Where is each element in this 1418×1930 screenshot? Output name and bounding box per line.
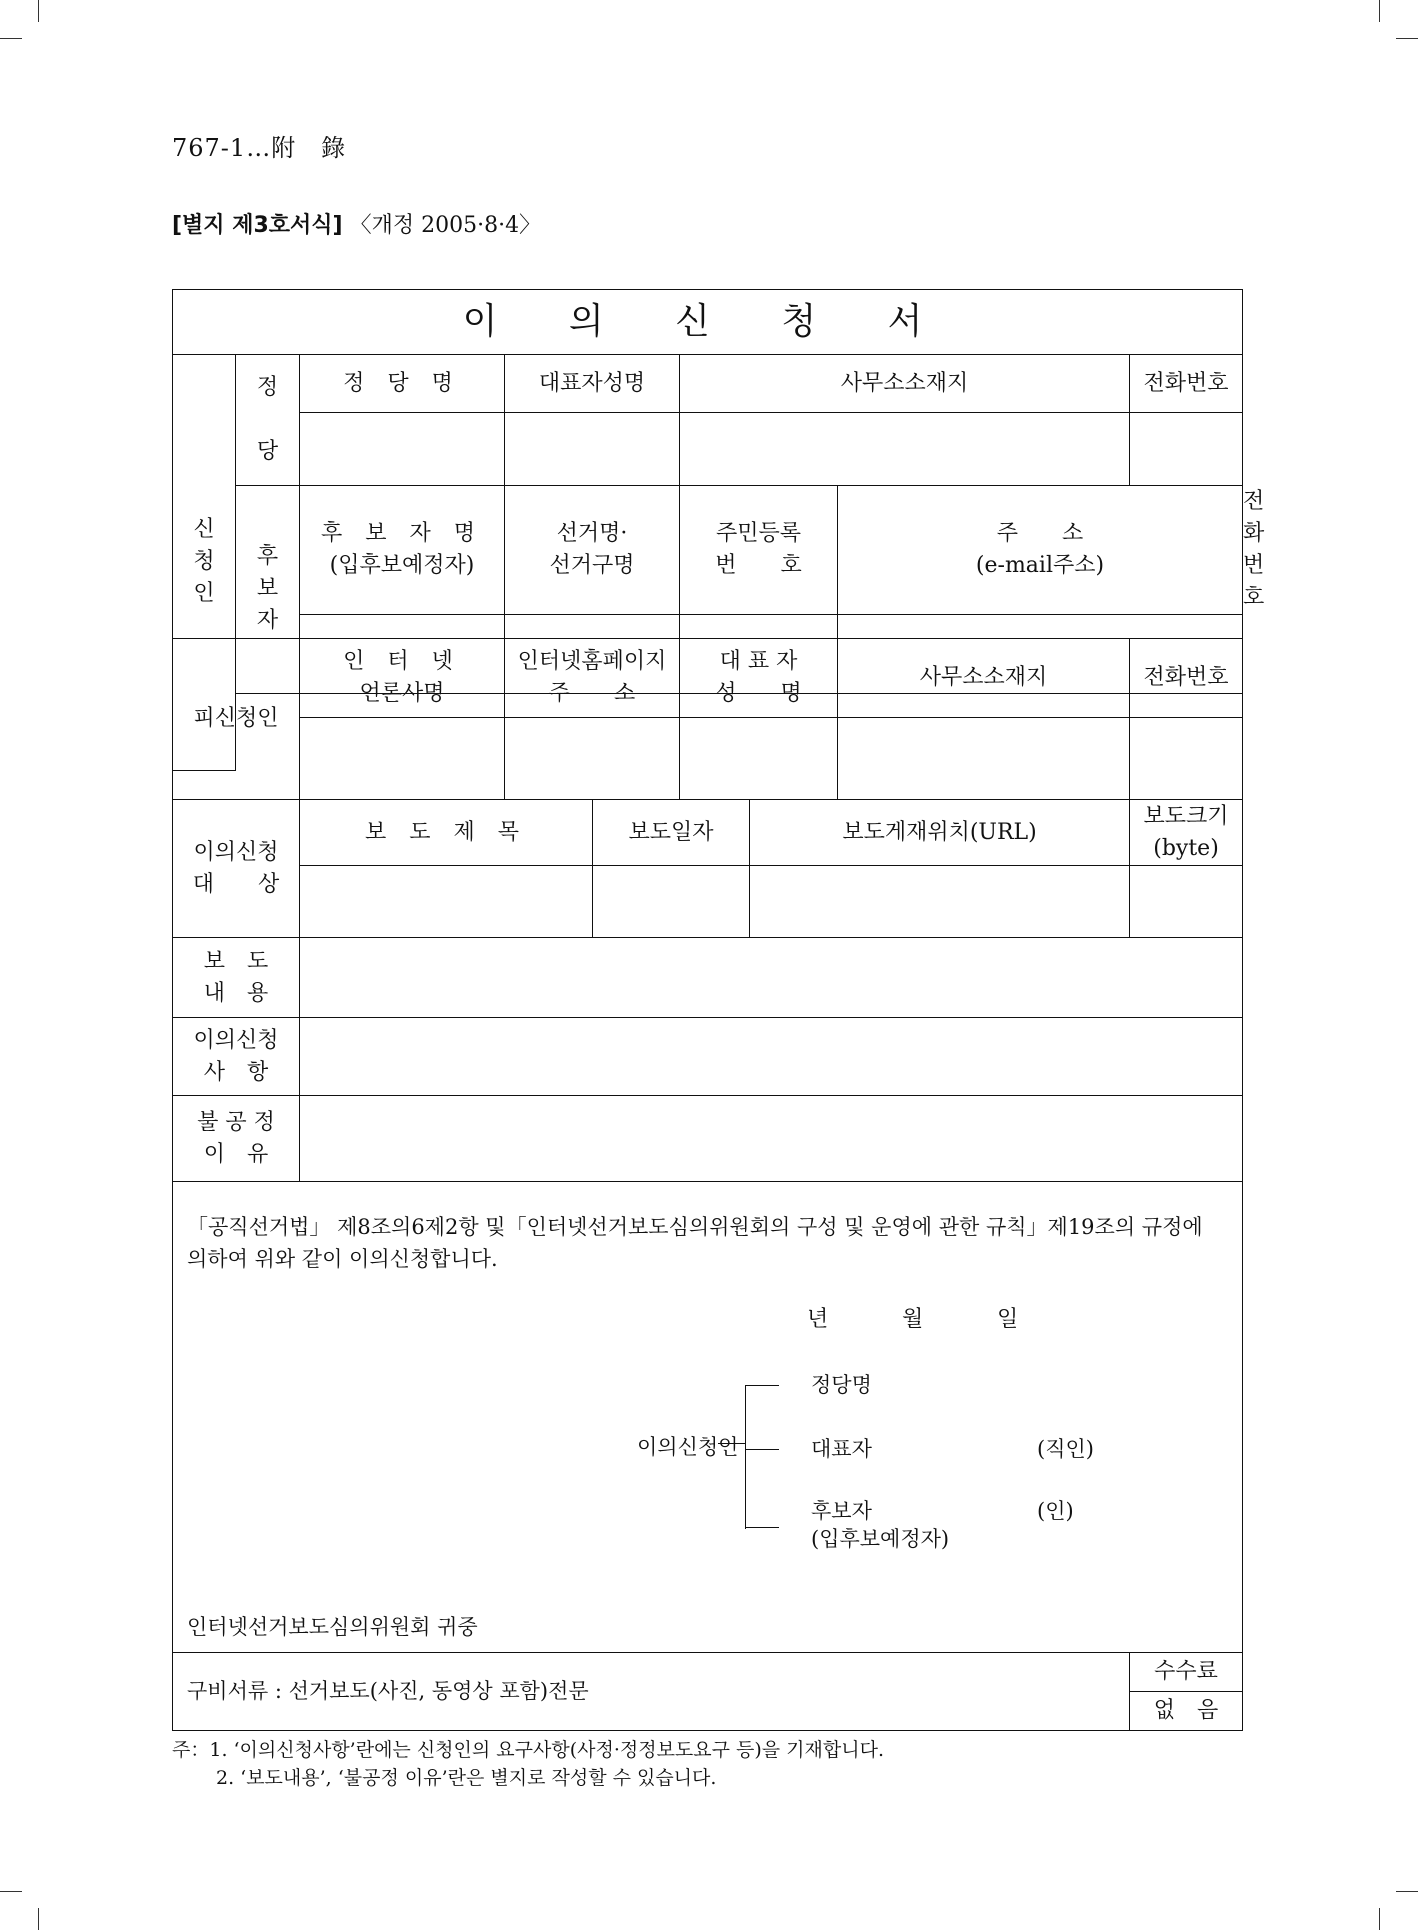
respondent-rep-header: 대 표 자 성 명 [680,639,838,718]
sign-rep: 대표자 [811,1437,872,1461]
crop-mark [1396,38,1418,39]
crop-mark [38,0,39,22]
statement-block [173,1182,1243,1653]
report-size-header: 보도크기 (byte) [1130,800,1243,866]
homepage-header: 인터넷홈페이지 주 소 [505,639,680,718]
respondent-office-field[interactable] [838,718,1130,800]
report-title-header: 보 도 제 목 [300,800,593,866]
notes [172,1737,884,1792]
date-year: 년 [807,1307,829,1332]
respondent-phone-header: 전화번호 [1130,639,1243,718]
matter-field[interactable] [300,1018,1243,1096]
sign-party-name: 정당명 [811,1373,872,1397]
party-office-header: 사무소소재지 [680,355,1130,413]
reason-field[interactable] [300,1096,1243,1182]
report-size-field[interactable] [1130,866,1243,938]
crop-mark [1379,0,1380,22]
matter-label: 이의신청 사 항 [173,1018,300,1096]
required-documents: 구비서류 : 선거보도(사진, 동영상 포함)전문 [173,1653,1130,1731]
crop-mark [0,1891,22,1892]
party-phone-field[interactable] [1130,413,1243,486]
report-date-header: 보도일자 [593,800,750,866]
note-item: 2. ‘보도내용’, ‘불공정 이유’란은 별지로 작성할 수 있습니다. [216,1766,717,1789]
page-header: 767-1…附 錄 [172,134,347,162]
report-url-header: 보도게재위치(URL) [750,800,1130,866]
candidate-name-header: 후 보 자 명 (입후보예정자) [300,486,505,615]
form-title: 이 의 신 청 서 [173,290,1243,355]
reason-label: 불 공 정 이 유 [173,1096,300,1182]
date-day: 일 [997,1307,1019,1332]
fee-value: 없 음 [1130,1692,1243,1731]
address-header: 주 소 (e-mail주소) [838,486,1243,615]
form-number: [별지 제3호서식] [172,213,343,238]
respondent-office-header: 사무소소재지 [838,639,1130,718]
homepage-field[interactable] [505,718,680,800]
sign-candidate-sub: (입후보예정자) [811,1527,950,1551]
report-title-field[interactable] [300,866,593,938]
objection-form: 이 의 신 청 서 신 청 인 정 당 정 당 명 대표자성명 사무소소재지 전화번호 후 보 자 후 보 자 명 (입후보예정자) 선거명· 선거구명 주민등록 번 호 주 소 (e-mail주소) 전화번호 [172,289,1243,771]
target-label: 이의신청 대 상 [173,800,300,938]
content-field[interactable] [300,938,1243,1018]
rep-seal: (직인) [1037,1437,1094,1461]
recipient-line: 인터넷선거보도심의위원회 귀중 [187,1614,478,1639]
applicant-sign-label: 이의신청인 [637,1435,739,1459]
objection-form-lower [172,638,1243,1731]
party-rep-field[interactable] [505,413,680,486]
party-name-header: 정 당 명 [300,355,505,413]
fee-label: 수수료 [1130,1653,1243,1692]
press-name-field[interactable] [300,718,505,800]
statement-text: 「공직선거법」 제8조의6제2항 및「인터넷선거보도심의위원회의 구성 및 운영에 관한 규칙」제19조의 규정에 의하여 위와 같이 이의신청합니다. [187,1215,1203,1271]
sign-candidate: 후보자 [811,1499,872,1523]
revision-note: 〈개정 2005·8·4〉 [349,213,542,238]
party-phone-header: 전화번호 [1130,355,1243,413]
candidate-seal: (인) [1037,1499,1074,1523]
crop-mark [38,1908,39,1930]
party-name-field[interactable] [300,413,505,486]
date-month: 월 [902,1307,924,1332]
crop-mark [0,38,22,39]
signature-group [637,1362,1117,1562]
form-label [172,208,541,239]
election-header: 선거명· 선거구명 [505,486,680,615]
respondent-phone-field[interactable] [1130,718,1243,800]
report-url-field[interactable] [750,866,1130,938]
content-label: 보 도 내 용 [173,938,300,1018]
press-name-header: 인 터 넷 언론사명 [300,639,505,718]
signature-bracket [745,1385,766,1529]
report-date-field[interactable] [593,866,750,938]
resident-no-header: 주민등록 번 호 [680,486,838,615]
respondent-label: 피신청인 [173,639,300,800]
party-label: 정 당 [236,355,300,486]
crop-mark [1379,1908,1380,1930]
crop-mark [1396,1891,1418,1892]
applicant-label: 신 청 인 [173,355,236,771]
party-office-field[interactable] [680,413,1130,486]
note-item: 주：1. ‘이의신청사항’란에는 신청인의 요구사항(사정·정정보도요구 등)을 기재합니다. [172,1739,884,1761]
respondent-rep-field[interactable] [680,718,838,800]
date-line [807,1304,1085,1336]
candidate-label: 후 보 자 [236,486,300,694]
party-rep-header: 대표자성명 [505,355,680,413]
